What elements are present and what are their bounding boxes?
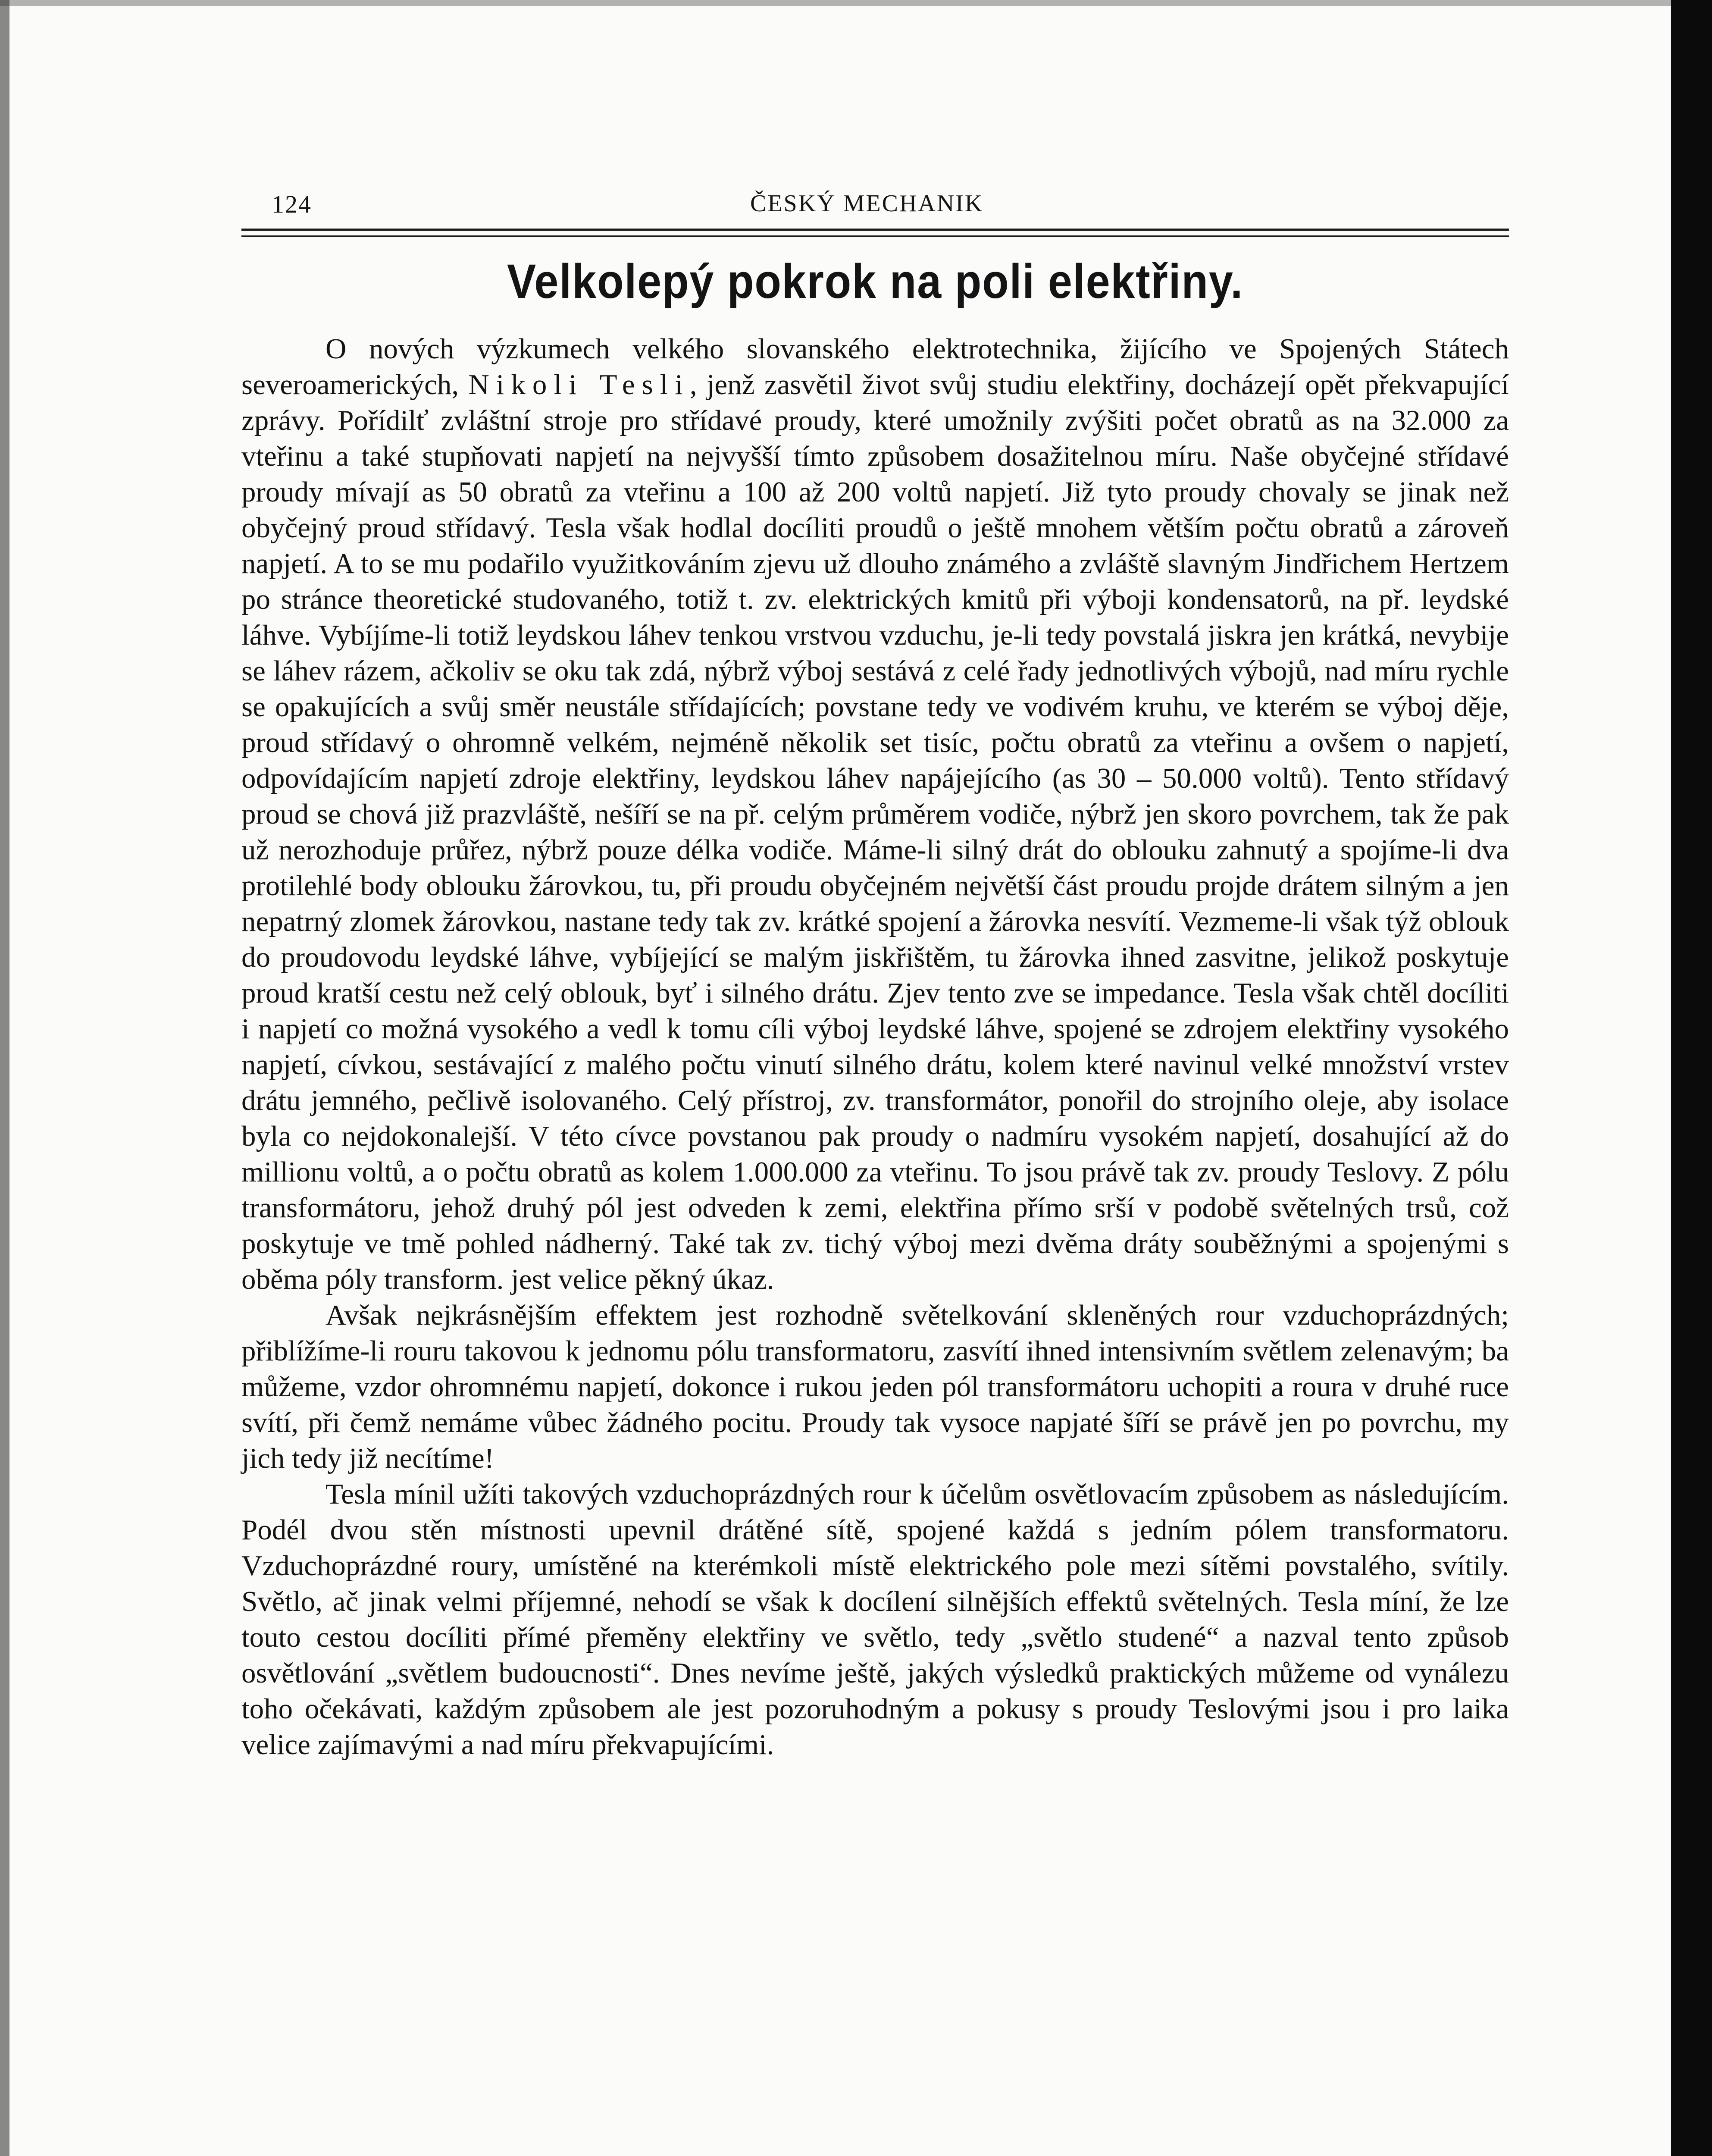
- scan-border-left: [0, 0, 9, 2156]
- paragraph-1: [241, 331, 1509, 1297]
- scan-border-right: [1671, 0, 1712, 2156]
- page-number: 124: [272, 190, 312, 218]
- article-body: [241, 331, 1509, 1763]
- running-title: ČESKÝ MECHANIK: [750, 190, 984, 217]
- article-title: Velkolepý pokrok na poli elektřiny.: [507, 254, 1244, 308]
- header-rule-thick: [241, 229, 1509, 231]
- paragraph-1-text-a: O nových výzkumech velkého slovanského elektrotechnika, žijícího ve Spojených Státech severoamerických,: [241, 333, 1509, 401]
- page-header: [241, 190, 1509, 224]
- paragraph-1-text-b: , jenž zasvětil život svůj studiu elektřiny, docházejí opět překvapující zprávy. Pořídilť zvláštní stroje pro střídavé proudy, které umožnily zvýšiti počet obratů as na 32.000 za vteřinu a také stupňovati napjetí na nejvyšší tímto způsobem dosažitelnou míru. Naše obyčejné střídavé proudy mívají as 50 obratů za vteřinu a 100 až 200 voltů napjetí. Již tyto proudy chovaly se jinak než obyčejný proud střídavý. Tesla však hodlal docíliti proudů o ještě mnohem větším počtu obratů a zároveň napjetí. A to se mu podařilo využitkováním zjevu už dlouho známého a zvláště slavným Jindřichem Hertzem po stránce theoretické studovaného, totiž t. zv. elektrických kmitů při výboji kondensatorů, na př. leydské láhve. Vybíjíme-li totiž leydskou láhev tenkou vrstvou vzduchu, je-li tedy povstalá jiskra jen krátká, nevybije se láhev rázem, ačkoliv se oku tak zdá, nýbrž výboj sestává z celé řady jednotlivých výbojů, nad míru rychle se opakujících a svůj směr neustále střídajících; povstane tedy ve vodivém kruhu, ve kterém se výboj děje, proud střídavý o ohromně velkém, nejméně několik set tisíc, počtu obratů za vteřinu a ovšem o napjetí, odpovídajícím napjetí zdroje elektřiny, leydskou láhev napájejícího (as 30 – 50.000 voltů). Tento střídavý proud se chová již prazvláště, nešíří se na př. celým průměrem vodiče, nýbrž jen skoro povrchem, tak že pak už nerozhoduje průřez, nýbrž pouze délka vodiče. Máme-li silný drát do oblouku zahnutý a spojíme-li dva protilehlé body oblouku žárovkou, tu, při proudu obyčejném největší část proudu projde drátem silným a jen nepatrný zlomek žárovkou, nastane tedy tak zv. krátké spojení a žárovka nesvítí. Vezmeme-li však týž oblouk do proudovodu leydské láhve, vybíjející se malým jiskřištěm, tu žárovka ihned zasvitne, jelikož poskytuje proud kratší cestu než celý oblouk, byť i silného drátu. Zjev tento zve se impedance. Tesla však chtěl docíliti i napjetí co možná vysokého a vedl k tomu cíli výboj leydské láhve, spojené se zdrojem elektřiny vysokého napjetí, cívkou, sestávající z malého počtu vinutí silného drátu, kolem které navinul velké množství vrstev drátu jemného, pečlivě isolovaného. Celý přístroj, zv. transformátor, ponořil do strojního oleje, aby isolace byla co nejdokonalejší. V této cívce povstanou pak proudy o nadmíru vysokém napjetí, dosahující až do millionu voltů, a o počtu obratů as kolem 1.000.000 za vteřinu. To jsou právě tak zv. proudy Teslovy. Z pólu transformátoru, jehož druhý pól jest odveden k zemi, elektřina přímo srší v podobě světelných trsů, což poskytuje ve tmě pohled nádherný. Také tak zv. tichý výboj mezi dvěma dráty souběžnými a spojenými s oběma póly transform. jest velice pěkný úkaz.: [241, 369, 1509, 1295]
- paragraph-2: Avšak nejkrásnějším effektem jest rozhodně světelkování skleněných rour vzduchoprázdných; přiblížíme-li rouru takovou k jednomu pólu transformatoru, zasvítí ihned intensivním světlem zelenavým; ba můžeme, vzdor ohromnému napjetí, dokonce i rukou jeden pól transformátoru uchopiti a roura v druhé ruce svítí, při čemž nemáme vůbec žádného pocitu. Proudy tak vysoce napjaté šíří se právě jen po povrchu, my jich tedy již necítíme!: [241, 1299, 1509, 1474]
- paragraph-1-name: Nikoli Tesli: [468, 369, 690, 401]
- scan-border-top: [0, 0, 1671, 6]
- header-rule-thin: [241, 235, 1509, 237]
- paragraph-3: Tesla mínil užíti takových vzduchoprázdných rour k účelům osvětlovacím způsobem as následujícím. Podél dvou stěn místnosti upevnil drátěné sítě, spojené každá s jedním pólem transformatoru. Vzduchoprázdné roury, umístěné na kterémkoli místě elektrického pole mezi sítěmi povstalého, svítily. Světlo, ač jinak velmi příjemné, nehodí se však k docílení silnějších effektů světelných. Tesla míní, že lze touto cestou docíliti přímé přeměny elektřiny ve světlo, tedy „světlo studené“ a nazval tento způsob osvětlování „světlem budoucnosti“. Dnes nevíme ještě, jakých výsledků praktických můžeme od vynálezu toho očekávati, každým způsobem ale jest pozoruhodným a pokusy s proudy Teslovými jsou i pro laika velice zajímavými a nad míru překvapujícími.: [241, 1478, 1509, 1761]
